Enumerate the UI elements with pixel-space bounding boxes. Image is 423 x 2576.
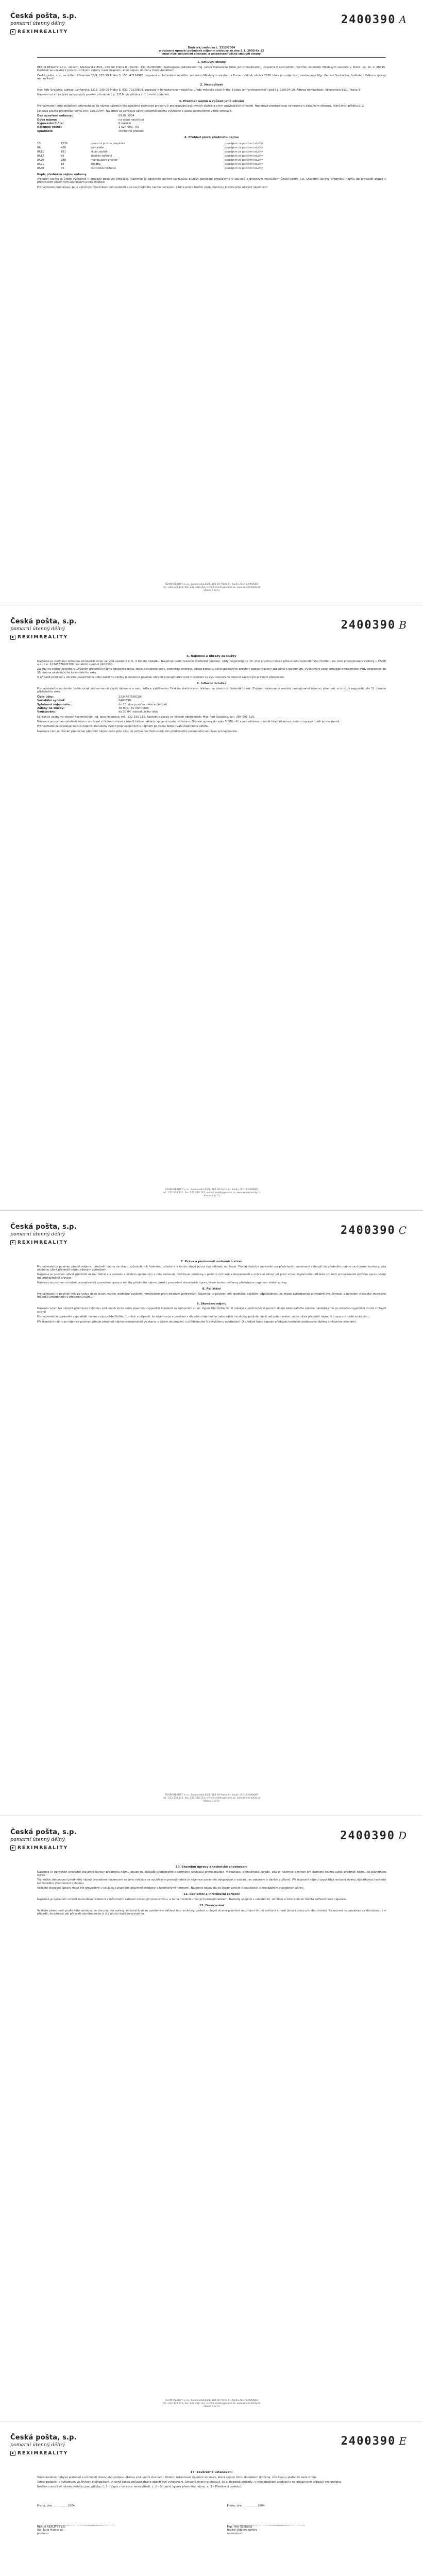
document-number [341,619,408,632]
kv-key: Variabilní symbol: [37,699,65,703]
company-subtitle: pomarní útenný dělný [10,2442,65,2448]
section-paragraph: Pronajímatel je oprávněn každoročně jednostranně zvýšit nájemné o míru inflace vyhlášenou Českým statistickým úřadem za předchozí kalendářní rok. Zvýšení nájemného oznámí pronajímatel nájemci písemně, a to vždy nejpozději do 31. března příslušného roku. [37,687,386,694]
logo-text: REXIMREALITY [18,29,69,35]
signing-party-line: ředitel Odboru správy [227,2529,258,2532]
table-row [37,142,386,146]
contract-header-line: mezi níže smluvními stranami a ustanovení věčné smluvní strany [162,53,261,56]
contract-header-line: o dočasné úpravě/ podmínek nájemní smlouvy ze dne 2.1. 2000 Ke 12 [159,49,264,53]
table-cell-purpose: pronájem za poštovní služby [225,163,263,166]
table-cell-desc: sklad zásilek [91,150,108,154]
table-cell-desc: provozní plocha přepážek [91,142,125,145]
section-paragraph: Při skončení nájmu je nájemce povinen předat předmět nájmu pronajímateli ve stavu, v jakém jej převzal, s přihlédnutím k obvyklému opotřebení. O předání bude sepsán předávací protokol podepsaný oběma smluvními stranami. [37,1320,357,1324]
section-title: 6. Inflační doložka [196,682,227,686]
document-number [341,2435,408,2448]
contract-header-line: Dodatek/ smlouva č. 3312/2004 [188,46,235,49]
key-value-list [37,114,386,133]
section-title: 8. Pojištění [202,1287,221,1291]
document-number-suffix: C [398,1224,408,1236]
section-paragraph: Nedílnou součástí tohoto dodatku jsou přílohy: č. 1 – Výpis z katastru nemovitostí, č. 2 – Situační výkres předmětu nájmu, č. 3 – Předávací protokol. [37,2485,242,2489]
footer-line: Strana 2 (z 5) [203,1195,220,1198]
section-title: 2. Nemovitost [200,83,223,87]
document-number-suffix: D [398,1829,408,1842]
page-body [37,1862,386,1918]
table-cell-purpose: pronájem za poštovní služby [225,155,263,158]
logo-text: REXIMREALITY [18,634,69,640]
section-paragraph: Pronajímatel tímto dodatkem přenechává do nájmu nájemci níže uvedené nebytové prostory k provozování poštovních služeb a s tím souvisejících činností. Nebytové prostory jsou vymezeny v situačním výkresu, který tvoří přílohu č. 2. [37,105,365,108]
section-paragraph: Nájemce je povinen užívat předmět nájmu řádně a v souladu s účelem sjednaným v této smlouvě, dodržovat předpisy o požární ochraně a bezpečnosti a ochraně zdraví při práci a bez zbytečného odkladu oznámit pronajímateli potřebu oprav, které má pronajímatel provést. [37,1273,386,1280]
section-paragraph: REXIM REALITY s.r.o., sídlem: Sokolovská 85/1, 186 00 Praha 8 - Karlín, IČO: 62490680, zastoupená jednatelem Ing. Janou Halasovou (dále jen pronajímatel), zapsaná v obchodním rejstříku vedeném Městským soudem v Praze, sp. zn. C 28595. Dodatek se uzavírá k provozu smluvní vztahy mezi stranami, kteří nejsou dotčeny tímto dodatkem. [37,65,386,73]
kv-key: Den uzavření smlouvy: [37,114,73,118]
signing-party-line: Mgr. Petr Svoboda [227,2526,252,2529]
extra-paragraph: Nájemce je povinen předmět nájmu udržovat v řádném stavu a hradit běžné náklady spojené s jeho užíváním. Drobné opravy do výše 5 000,- Kč v jednotlivém případě hradí nájemce, ostatní opravy hradí pronajímatel. [37,720,341,724]
footer-line: tel.: 222 330 111, fax: 222 330 112, e-mail: reality@rexim.cz, www.reximreality.cz [162,586,261,589]
table-cell-code: 8A20 [37,159,44,162]
logo [10,29,113,35]
kv-value: na dobu neurčitou [119,118,144,122]
section-paragraph: Zálohy na služby spojené s užíváním předmětu nájmu (dodávka tepla, teplé a studené vody, elektrické energie, odvoz odpadu, úklid společných prostor) budou hrazeny společně s nájemným. Vyúčtování záloh provede pronajímatel vždy nejpozději do 30. dubna následujícího kalendářního roku. [37,668,386,674]
signing-gap: …………… [242,2504,258,2507]
logo-text: REXIMREALITY [18,1240,69,1245]
section-paragraph: Nájemné je sjednáno dohodou smluvních stran ve výši uvedené v čl. 3 tohoto dodatku. Nájemné bude hrazeno čtvrtletně předem, vždy nejpozději do 15. dne prvního měsíce příslušného kalendářního čtvrtletí, na účet pronajímatele vedený u ČSOB a.s., č.ú. 123456789/0300, variabilní symbol 2400390. [37,659,386,666]
logo-mark-icon [10,2451,15,2456]
kv-key: Zálohy na služby: [37,706,65,710]
logo-text: REXIMREALITY [18,2450,69,2456]
signing-place: Praha, dne [227,2504,242,2507]
section-title: 5. Nájemné a úhrady za služby [187,655,236,658]
section-paragraph: Nájemní vztah lze ukončit písemnou dohodou smluvních stran nebo písemnou výpovědí kterékoli ze smluvních stran. Výpovědní lhůta činí 6 měsíců a počíná běžet prvním dnem kalendářního měsíce následujícího po doručení výpovědi druhé smluvní straně. [37,1307,386,1314]
table-cell-area: 56 [61,155,64,158]
section-paragraph: Nájemce je povinen umožnit pronajímateli provedení oprav a údržby předmětu nájmu, jakož i provedení stavebních úprav, které budou nařízeny příslušným orgánem státní správy. [37,1281,287,1285]
page-footer [37,583,386,592]
section-paragraph: Technické zhodnocení předmětu nájmu provedené nájemcem na jeho náklady se souhlasem pronajímatele je nájemce oprávněn odepisovat v souladu se zákonem o daních z příjmů. Při skončení nájmu vypořádají smluvní strany zůstatkovou hodnotu technického zhodnocení dohodou. [37,1878,386,1885]
section-paragraph: Pronajímatel je oprávněn vypovědět nájem s výpovědní lhůtou 1 měsíc v případě, že nájemce je v prodlení s úhradou nájemného nebo záloh na služby po dobu delší než jeden měsíc, nebo užívá předmět nájmu v rozporu s touto smlouvou. [37,1315,369,1319]
signing-place: Praha, dne [37,2504,52,2507]
kv-key: Splatnost: [37,129,54,133]
logo [10,2451,113,2456]
table-cell-code: 8A [37,146,41,149]
section-title: 10. Stavební úpravy a technické zhodnocení [175,1866,248,1869]
logo-text: REXIMREALITY [18,1845,69,1851]
after-units-paragraph: Předmět nájmu je určen výhradně k provozu poštovní přepážky. Nájemce je oprávněn umístit na fasádu budovy označení provozovny v souladu s grafickým manuálem České pošty, s.p. Stavební úpravy předmětu nájmu lze provádět pouze s předchozím písemným souhlasem pronajímatele. [37,177,386,184]
signing-date: 2004 [67,2504,75,2507]
table-cell-purpose: pronájem za poštovní služby [225,150,263,154]
section-paragraph: Tento dodatek je vyhotoven ve čtyřech stejnopisech, z nichž každá smluvní strana obdrží dvě vyhotovení. Smluvní strany prohlašují, že si dodatek přečetly, s jeho obsahem souhlasí a na důkaz toho připojují své podpisy. [37,2480,342,2484]
document-number-value: 2400390 [341,13,396,26]
footer-line: tel.: 222 330 111, fax: 222 330 112, e-mail: reality@rexim.cz, www.reximreality.cz [162,2402,261,2405]
page-body [37,652,386,735]
signing-gap: …………… [52,2504,68,2507]
footer-line: Strana 4 (z 5) [203,2405,220,2409]
document-number [341,1224,408,1238]
kv-value: 09.09.2004 [119,114,134,118]
logo-mark-icon [10,1240,15,1245]
section-title: 1. Smluvní strany [197,61,226,64]
table-cell-code: 8A11 [37,150,44,154]
signature-right [227,2504,386,2536]
section-paragraph: Tento dodatek nabývá platnosti a účinnosti dnem jeho podpisu oběma smluvními stranami. Ostatní ustanovení nájemní smlouvy, která nejsou tímto dodatkem dotčena, zůstávají v platnosti beze změn. [37,2476,317,2479]
table-cell-area: 76 [61,167,64,171]
section-title: 12. Doručování [199,1904,224,1908]
section-title: 3. Předmět nájmu a způsob jeho užívání [179,99,244,103]
document-number-value: 2400390 [341,619,396,632]
signing-party-line: jednatel [37,2532,48,2535]
signing-place-date [37,2504,196,2507]
table-cell-purpose: pronájem za poštovní služby [225,167,263,171]
footer-line: tel.: 222 330 111, fax: 222 330 112, e-mail: reality@rexim.cz, www.reximreality.cz [162,1192,261,1195]
table-row [37,154,386,158]
extra-paragraph: Pronajímatel se zavazuje zajistit nájemci nerušený výkon práv spojených s nájmem po celou dobu trvání nájemního vztahu. [37,725,210,728]
units-table [37,142,386,171]
kv-value: do 15. dne prvního měsíce čtvrtletí [119,703,167,706]
divider [37,57,386,58]
section-paragraph: Celková plocha předmětu nájmu činí: 320,00 m². Nájemce se zavazuje užívat předmět nájmu výhradně k účelu sjednanému v této smlouvě. [37,109,232,113]
extra-paragraph: Nájemce není oprávněn přenechat předmět nájmu nebo jeho část do podnájmu třetí osobě bez předchozího písemného souhlasu pronajímatele. [37,730,238,733]
signature-block [37,2504,386,2536]
kv-value: 48 000,- Kč čtvrtletně [119,706,149,710]
company-subtitle: pomarní útenný dělný [10,1837,65,1843]
logo-mark-icon [10,29,15,35]
extra-paragraph: Kontaktní osoby ve věcech technických: Ing. Jana Halasová, tel.: 222 330 115. Kontaktní osoby ve věcech obchodních: Mgr. Petr Svoboda, tel.: 284 000 219. [37,715,255,719]
page-body [37,1257,386,1325]
table-cell-purpose: pronájem za poštovní služby [225,146,263,149]
signing-place-date [227,2504,386,2507]
letterhead [10,12,113,35]
company-subtitle: pomarní útenný dělný [10,626,65,632]
company-subtitle: pomarní útenný dělný [10,21,65,27]
section-title: 9. Skončení nájmu [196,1302,227,1306]
page [0,605,423,1211]
kv-key: Výpovědní lhůta: [37,122,64,125]
footer-line: REXIM REALITY s.r.o., Sokolovská 85/1, 186 00 Praha 8 - Karlín, IČO: 62490680 [165,1794,258,1797]
table-cell-desc: kanceláře [91,146,104,149]
letterhead [10,2434,113,2456]
table-cell-area: 161 [61,150,66,154]
table-cell-area: 420 [61,146,66,149]
company-name: Česká pošta, s.p. [10,2434,77,2442]
section-paragraph: Veškeré písemnosti podle této smlouvy se doručují na adresy smluvních stran uvedené v záhlaví této smlouvy, pokud smluvní strana písemně neoznámí druhé smluvní straně jinou adresu pro doručování. Písemnost se považuje za doručenou i v případě, že adresát její převzetí odmítne nebo si ji v úložní době nevyzvedne. [37,1909,386,1916]
table-row [37,166,386,171]
letterhead [10,1223,113,1245]
after-units-paragraph: Pronajímatel prohlašuje, že je výlučným vlastníkem nemovitosti a že na předmětu nájmu neváznou žádná práva třetích osob, která by bránila jeho užívání nájemcem. [37,185,268,189]
section-paragraph: Pronajímatel je povinen předat nájemci předmět nájmu ve stavu způsobilém k řádnému užívání a v tomto stavu jej na své náklady udržovat. Pronajímatel je oprávněn po předchozím oznámení vstoupit do předmětu nájmu za účelem kontroly, zda nájemce užívá předmět nájmu řádným způsobem. [37,1265,386,1272]
company-name: Česká pošta, s.p. [10,1828,77,1836]
section-paragraph: Veškeré stavební úpravy musí být provedeny v souladu s platnými právními předpisy a technickými normami. Nájemce odpovídá za škody vzniklé v souvislosti s prováděním stavebních úprav. [37,1887,304,1890]
company-name: Česká pošta, s.p. [10,1223,77,1231]
document-number-value: 2400390 [340,1224,396,1237]
kv-key: Splatnost nájemného: [37,703,72,706]
section-paragraph: Nájemní vztah se týká nebytových prostor v budově č.p. 1219 (viz příloha č. 1 tohoto dodatku). [37,93,170,97]
kv-value: do 30.04. následujícího roku [119,710,158,714]
document-number-suffix: B [399,619,408,631]
footer-line: Strana 1 (z 5) [203,589,220,592]
table-cell-purpose: pronájem za poštovní služby [225,142,263,145]
page [0,0,423,605]
company-subtitle: pomarní útenný dělný [10,1231,65,1238]
table-cell-area: 288 [61,159,66,162]
document-number-value: 2400390 [341,2435,396,2448]
page-footer [37,1794,386,1803]
page-body [37,46,386,191]
section-paragraph: Nájemce je oprávněn umístit na budovu reklamní a informační zařízení označující provozovnu, a to na místech určených pronajímatelem. Náklady spojené s umístěním, údržbou a odstraněním těchto zařízení nese nájemce. [37,1898,347,1902]
table-cell-purpose: pronájem za poštovní služby [225,159,263,162]
page-body [37,2468,386,2535]
table-cell-area: 1236 [61,142,68,145]
section-paragraph: Pronajímatel je povinen mít po celou dobu trvání nájmu sjednáno pojištění nemovitosti proti živelním pohromám. Nájemce je povinen mít sjednáno pojištění odpovědnosti za škodu způsobenou provozem své činnosti a pojištění vlastního movitého majetku umístěného v předmětu nájmu. [37,1293,386,1299]
footer-line: tel.: 222 330 111, fax: 222 330 112, e-mail: reality@rexim.cz, www.reximreality.cz [162,1797,261,1800]
logo [10,635,113,640]
signing-party-line: nemovitostí [227,2532,244,2535]
kv-key: Vyúčtování: [37,710,56,714]
letterhead [10,1828,113,1851]
page-footer [37,2399,386,2409]
table-cell-code: 8A21 [37,163,44,166]
kv-value: 123456789/0300 [119,695,143,699]
table-cell-desc: sociální zařízení [91,155,112,158]
footer-line: REXIM REALITY s.r.o., Sokolovská 85/1, 186 00 Praha 8 - Karlín, IČO: 62490680 [165,2399,258,2402]
page [0,2421,423,2576]
document-number [341,13,408,27]
section-paragraph: Mgr. Petr Svoboda, adresa: Letňanská 1219, 190 00 Praha 9, IČO: 70239809, zapsaný v živnostenském rejstříku Úřadu městské části Praha 9 (dále jen 'provozovatel') pod č.j. 310504/19. Adresa nemovitosti: Sokolovská 85/1, Praha 8. [37,89,361,92]
table-cell-code: 10 [37,142,41,145]
footer-line: Strana 3 (z 5) [203,1800,220,1803]
table-cell-code: 8A12 [37,155,44,158]
logo-mark-icon [10,635,15,640]
table-cell-area: 18 [61,163,64,166]
table-cell-desc: technická místnost [91,167,116,171]
letterhead [10,618,113,640]
kv-value: 1 024 000,- Kč [119,126,139,129]
page-footer [37,1189,386,1198]
kv-key: Nájemné ročně: [37,126,62,129]
document-number-suffix: E [399,2435,408,2447]
section-title: 13. Závěrečná ustanovení [190,2471,233,2474]
signing-date: 2004 [257,2504,265,2507]
kv-value: 2400390 [119,699,131,703]
after-units-paragraph: Popis předmětu nájmu smlouvy [37,173,87,176]
kv-value: čtvrtletně předem [119,129,144,133]
units-title: 4. Přehled ploch předmětu nájmu [184,136,239,140]
section-title: 7. Práva a povinnosti smluvních stran [180,1260,243,1263]
table-row [37,150,386,154]
page [0,1211,423,1816]
document-number [340,1829,408,1843]
logo [10,1845,113,1851]
section-paragraph: Česká pošta, s.p., se sídlem Olšanská 38/9, 225 99 Praha 3, IČO: 47114983, zapsaná v obchodním rejstříku vedeném Městským soudem v Praze, oddíl A, vložka 7565 (dále jen nájemce), zastoupena Mgr. Petrem Svobodou, ředitelem Odboru správy nemovitostí. [37,74,386,81]
company-name: Česká pošta, s.p. [10,618,77,625]
company-name: Česká pošta, s.p. [10,12,77,20]
logo-mark-icon [10,1845,15,1851]
footer-line: REXIM REALITY s.r.o., Sokolovská 85/1, 186 00 Praha 8 - Karlín, IČO: 62490680 [165,1189,258,1192]
signing-party-line: REXIM REALITY s.r.o. [37,2526,66,2529]
document-number-value: 2400390 [340,1829,395,1842]
table-row [37,158,386,162]
kv-value: 6 měsíců [119,122,131,125]
section-paragraph: V případě prodlení s úhradou nájemného nebo záloh na služby je nájemce povinen uhradit pronajímateli úrok z prodlení ve výši stanovené obecně závazným právním předpisem. [37,676,285,680]
kv-key: Číslo účtu: [37,695,54,699]
table-row [37,146,386,150]
table-cell-code: 8A30 [37,167,44,171]
table-cell-desc: chodba [91,163,101,166]
kv-key: Doba nájmu: [37,118,57,122]
document-number-suffix: A [399,13,408,26]
section-paragraph: Nájemce je oprávněn provádět stavební úpravy předmětu nájmu pouze na základě předchozího písemného souhlasu pronajímatele. V souhlasu pronajímatel uvede, zda je nájemce povinen při skončení nájmu uvést předmět nájmu do původního stavu. [37,1870,386,1877]
section-title: 11. Reklamní a informační zařízení [183,1893,240,1896]
signature-left [37,2504,196,2536]
page [0,1816,423,2421]
footer-line: REXIM REALITY s.r.o., Sokolovská 85/1, 186 00 Praha 8 - Karlín, IČO: 62490680 [165,583,258,586]
key-value-list [37,696,386,714]
table-cell-desc: manipulační prostor [91,159,117,162]
logo [10,1240,113,1246]
table-row [37,162,386,166]
signing-party-line: Ing. Jana Halasová [37,2529,63,2532]
